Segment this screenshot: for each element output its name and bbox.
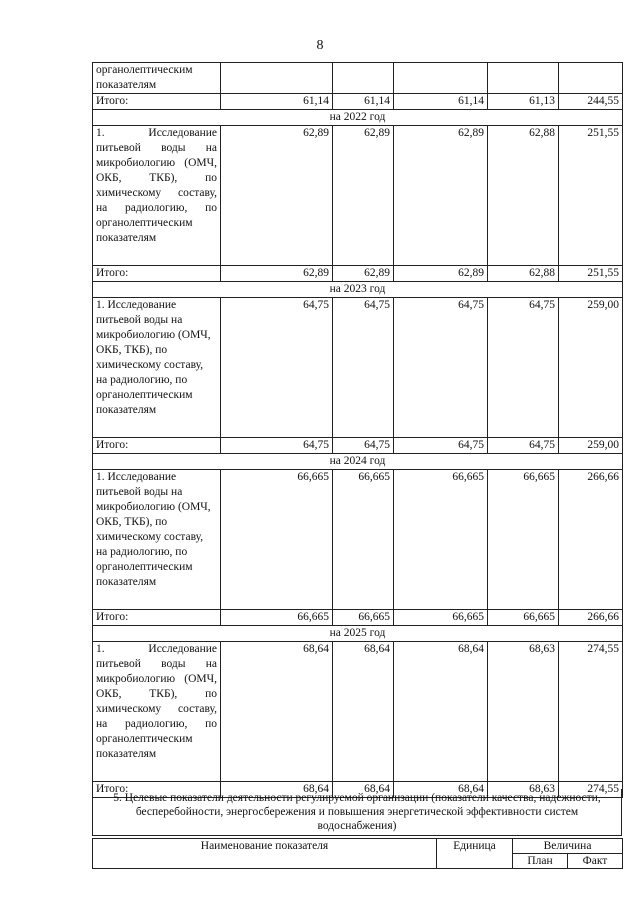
page-number: 8 [316, 38, 324, 53]
year-label: на 2024 год [93, 454, 623, 470]
cell-total: 266,66 [559, 470, 623, 610]
year-row [93, 282, 623, 298]
cell-total: 251,55 [559, 266, 623, 282]
cell-value: 62,89 [221, 126, 333, 266]
row-description: органолептическим показателям [93, 63, 221, 94]
cell-value: 62,89 [221, 266, 333, 282]
total-row [93, 94, 623, 110]
cell-total: 266,66 [559, 610, 623, 626]
year-label: на 2025 год [93, 626, 623, 642]
budget-table [92, 62, 623, 798]
year-label: на 2023 год [93, 282, 623, 298]
cell-value: 68,64 [394, 642, 488, 782]
cell-value: 68,64 [221, 782, 333, 798]
table-row [93, 642, 623, 782]
table-row [93, 126, 623, 266]
cell-value: 64,75 [488, 298, 559, 438]
indicator-value-header: Величина [513, 839, 623, 854]
table-row [93, 298, 623, 438]
cell-value: 64,75 [333, 298, 394, 438]
table-row [93, 63, 623, 94]
cell-value: 62,89 [333, 126, 394, 266]
table-row [93, 470, 623, 610]
cell-value: 64,75 [488, 438, 559, 454]
cell-value: 61,14 [394, 94, 488, 110]
cell-value: 68,64 [333, 782, 394, 798]
row-description: 1. Исследование питьевой воды на микробиологию (ОМЧ, ОКБ, ТКБ), по химическому составу, на радиологию, по органолептическим показателям [93, 126, 221, 266]
total-label: Итого: [93, 610, 221, 626]
cell-value: 66,665 [221, 470, 333, 610]
cell-total: 274,55 [559, 642, 623, 782]
cell-value: 66,665 [488, 470, 559, 610]
cell-value: 68,64 [221, 642, 333, 782]
indicator-name-header: Наименование показателя [93, 839, 437, 869]
year-row [93, 626, 623, 642]
cell-value: 61,13 [488, 94, 559, 110]
cell-value: 62,89 [394, 126, 488, 266]
cell-value: 64,75 [333, 438, 394, 454]
cell-value: 68,63 [488, 782, 559, 798]
row-description: 1. Исследование питьевой воды на микробиологию (ОМЧ, ОКБ, ТКБ), по химическому составу, на радиологию, по органолептическим показателям [93, 642, 221, 782]
cell-total: 244,55 [559, 94, 623, 110]
cell-total: 251,55 [559, 126, 623, 266]
year-row [93, 110, 623, 126]
total-label: Итого: [93, 438, 221, 454]
cell-value: 66,665 [333, 610, 394, 626]
total-row [93, 266, 623, 282]
total-row [93, 610, 623, 626]
row-description: 1. Исследование питьевой воды на микробиологию (ОМЧ, ОКБ, ТКБ), по химическому составу, на радиологию, по органолептическим показателям [93, 470, 221, 610]
total-label: Итого: [93, 266, 221, 282]
cell-value: 62,88 [488, 266, 559, 282]
indicator-unit-header: Единица [437, 839, 513, 869]
cell-total: 259,00 [559, 438, 623, 454]
cell-value: 64,75 [394, 438, 488, 454]
cell-value: 66,665 [333, 470, 394, 610]
cell-value: 62,89 [394, 266, 488, 282]
total-label: Итого: [93, 94, 221, 110]
year-label: на 2022 год [93, 110, 623, 126]
total-row [93, 438, 623, 454]
total-label: Итого: [93, 782, 221, 798]
indicators-table [92, 838, 623, 869]
cell-value: 61,14 [333, 94, 394, 110]
indicator-fact-header: Факт [568, 854, 623, 869]
row-description: 1. Исследование питьевой воды на микробиологию (ОМЧ, ОКБ, ТКБ), по химическому составу, на радиологию, по органолептическим показателям [93, 298, 221, 438]
cell-total: 259,00 [559, 298, 623, 438]
cell-total: 274,55 [559, 782, 623, 798]
cell-value: 66,665 [394, 470, 488, 610]
cell-value: 64,75 [221, 298, 333, 438]
cell-value: 66,665 [394, 610, 488, 626]
cell-value: 68,63 [488, 642, 559, 782]
cell-value: 62,89 [333, 266, 394, 282]
indicators-header-row [93, 839, 623, 854]
cell-value: 68,64 [333, 642, 394, 782]
cell-value: 64,75 [394, 298, 488, 438]
cell-value: 68,64 [394, 782, 488, 798]
cell-value: 62,88 [488, 126, 559, 266]
cell-value: 64,75 [221, 438, 333, 454]
cell-value: 66,665 [488, 610, 559, 626]
cell-value: 61,14 [221, 94, 333, 110]
cell-value: 66,665 [221, 610, 333, 626]
year-row [93, 454, 623, 470]
indicator-plan-header: План [513, 854, 568, 869]
section-5-title: 5. Целевые показатели деятельности регулируемой организации (показатели качества, надежности, бесперебойности, энергосбережения и повышения энергетической эффективности систем водоснабжения) [92, 789, 622, 836]
